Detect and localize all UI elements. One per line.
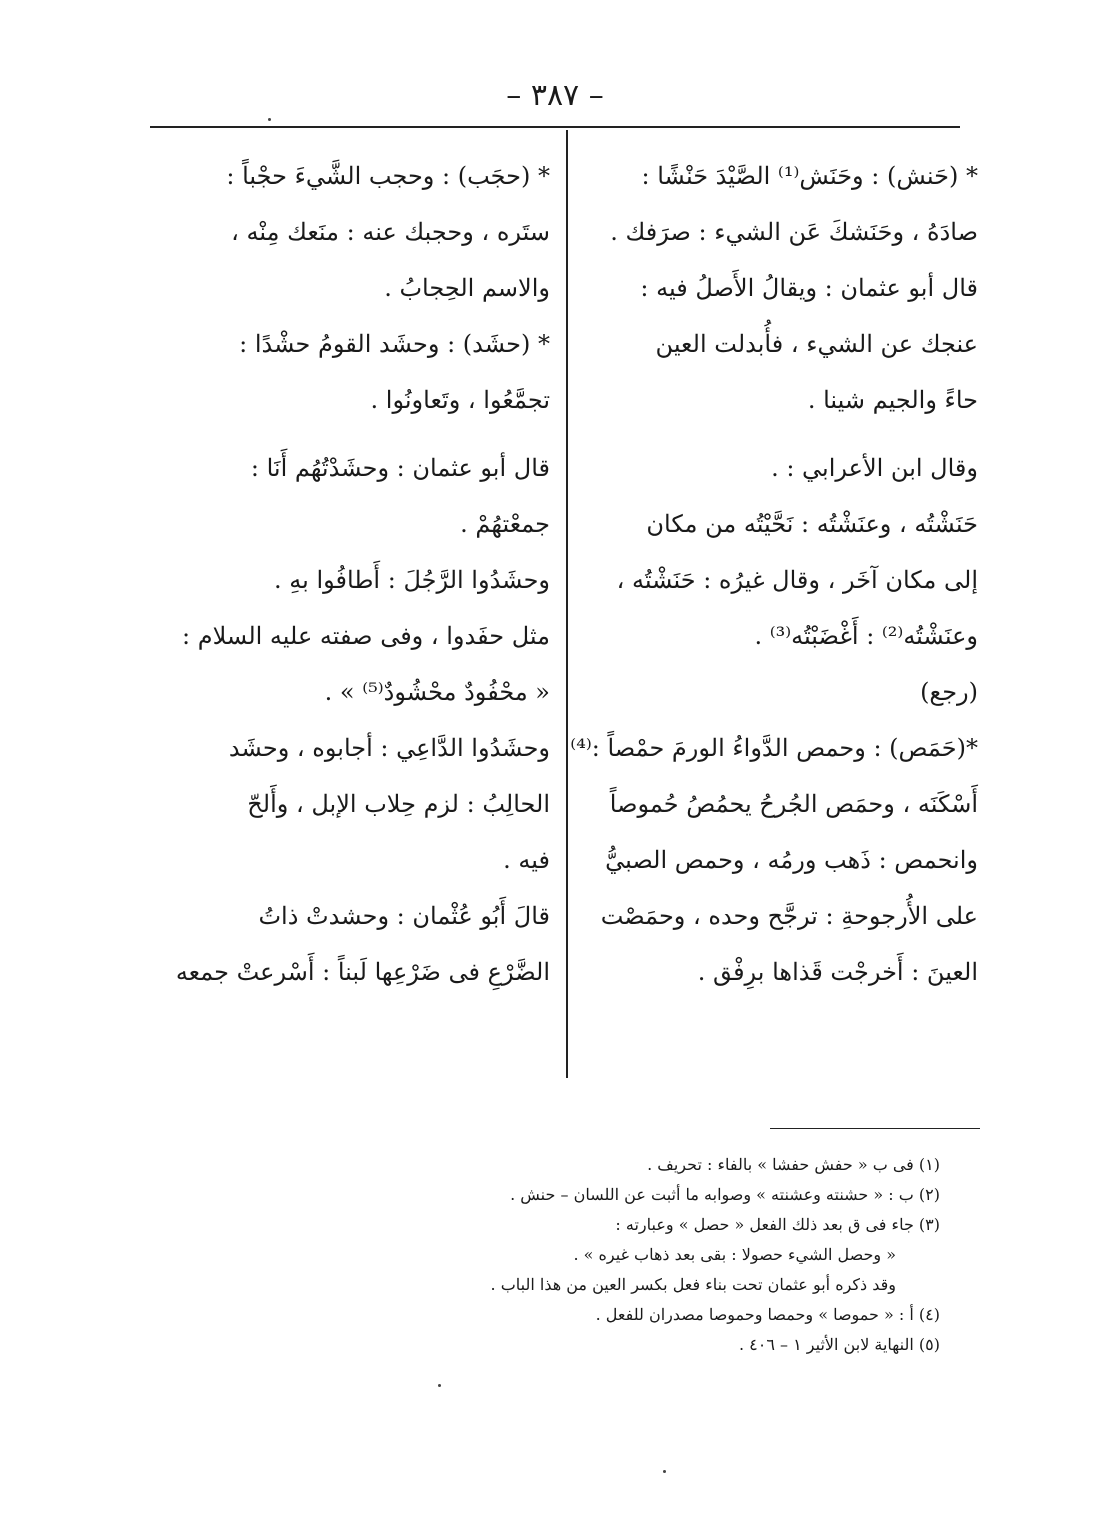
left-column-line: والاسم الحِجابُ . bbox=[384, 274, 550, 302]
left-column-line: قالَ أَبُو عُثْمان : وحشدتْ ذاتُ bbox=[258, 902, 550, 930]
paragraph-gap bbox=[578, 428, 978, 440]
left-column-line: * (حشَد) : وحشَد القومُ حشْدًا : bbox=[239, 330, 550, 358]
right-column-line: قال أبو عثمان : ويقالُ الأَصلُ فيه : bbox=[640, 274, 978, 302]
scan-speck bbox=[438, 1384, 441, 1387]
footnote: (٤) أ : « حموصا » وحمصا وحموصا مصدران للفعل . bbox=[595, 1305, 940, 1324]
left-column-line: الضَّرْعِ فى ضَرْعِها لَبناً : أَسْرعتْ جمعه bbox=[175, 958, 550, 986]
paragraph-gap bbox=[160, 428, 550, 440]
left-column-line: الحالِبُ : لزم حِلاب الإبل ، وأَلحّ bbox=[247, 790, 550, 818]
page-number: – ٣٨٧ – bbox=[506, 78, 604, 113]
right-column-line: إلى مكان آخَر ، وقال غيرُه : حَنَشْتُه ، bbox=[616, 566, 978, 594]
right-column-line: العينَ : أَخرجْت قَذاها برِفْق . bbox=[697, 958, 978, 986]
right-column-line: حاءً والجيم شينا . bbox=[807, 386, 978, 414]
left-column bbox=[160, 148, 550, 1000]
left-column-line: تجمَّعُوا ، وتَعاونُوا . bbox=[370, 386, 550, 414]
left-column-line: * (حجَب) : وحجب الشَّيءَ حجْباً : bbox=[226, 162, 550, 190]
left-column-line: قال أبو عثمان : وحشَدْتُهُم أَنَا : bbox=[250, 454, 550, 482]
scan-speck bbox=[268, 118, 271, 121]
right-column-line: *(حَمَص) : وحمص الدَّواءُ الورمَ حمْصاً :⁽⁴⁾ bbox=[570, 734, 978, 762]
left-column-line: وحشَدُوا الدَّاعِي : أجابوه ، وحشَد bbox=[228, 734, 550, 762]
right-column-line: وعنَشْتُه⁽²⁾ : أَغْضَبْتُه⁽³⁾ . bbox=[754, 622, 978, 650]
right-column-line: عنجك عن الشيء ، فأُبدلت العين bbox=[655, 330, 978, 358]
footnote-continuation: « وحصل الشيء حصولا : بقى بعد ذهاب غيره » . bbox=[573, 1245, 896, 1264]
column-divider bbox=[566, 130, 568, 1078]
footnote: (٥) النهاية لابن الأثير ١ – ٤٠٦ . bbox=[738, 1335, 940, 1354]
right-column-line: صادَهُ ، وحَنَشكَ عَن الشيء : صرَفك . bbox=[610, 218, 978, 246]
right-column-line: * (حَنش) : وحَنَش⁽¹⁾ الصَّيْدَ حَنْشًا : bbox=[641, 162, 978, 190]
footnotes bbox=[320, 1150, 940, 1360]
left-column-line: جمعْتهُمْ . bbox=[460, 510, 550, 538]
right-column-line: حَنَشْتُه ، وعنَشْتُه : نَحَّيْتُه من مكان bbox=[646, 510, 978, 538]
footnote-rule bbox=[770, 1128, 980, 1129]
left-column-line: مثل حفَدوا ، وفى صفته عليه السلام : bbox=[182, 622, 550, 650]
footnote: (٢) ب : « حشنته وعشنته » وصوابه ما أثبت عن اللسان – حنش . bbox=[510, 1185, 940, 1204]
right-column-line: وانحمص : ذَهب ورمُه ، وحمص الصبيُّ bbox=[605, 846, 978, 874]
right-column-line: وقال ابن الأعرابي : . bbox=[771, 454, 978, 482]
left-column-line: « محْفُودٌ محْشُودٌ⁽⁵⁾ » . bbox=[324, 678, 550, 706]
footnote: (١) فى ب « حفش حفشا » بالفاء : تحريف . bbox=[647, 1155, 940, 1174]
left-column-line: وحشَدُوا الرَّجُلَ : أَطافُوا بهِ . bbox=[274, 566, 550, 594]
left-column-line: ستَره ، وحجبك عنه : منَعك مِنْه ، bbox=[231, 218, 550, 246]
scan-speck bbox=[663, 1470, 666, 1473]
section-marker: (رجع) bbox=[920, 678, 978, 706]
left-column-line: فيه . bbox=[503, 846, 550, 874]
right-column-line: على الأُرجوحةِ : ترجَّح وحده ، وحمَصْت bbox=[600, 902, 978, 930]
header-rule bbox=[150, 126, 960, 128]
footnote-continuation: وقد ذكره أبو عثمان تحت بناء فعل بكسر العين من هذا الباب . bbox=[490, 1275, 896, 1294]
footnote: (٣) جاء فى ق بعد ذلك الفعل « حصل » وعبارته : bbox=[615, 1215, 940, 1234]
right-column bbox=[570, 148, 978, 1000]
right-column-line: أَسْكَنَه ، وحمَص الجُرحُ يحمُصُ حُموصاً bbox=[609, 790, 978, 818]
